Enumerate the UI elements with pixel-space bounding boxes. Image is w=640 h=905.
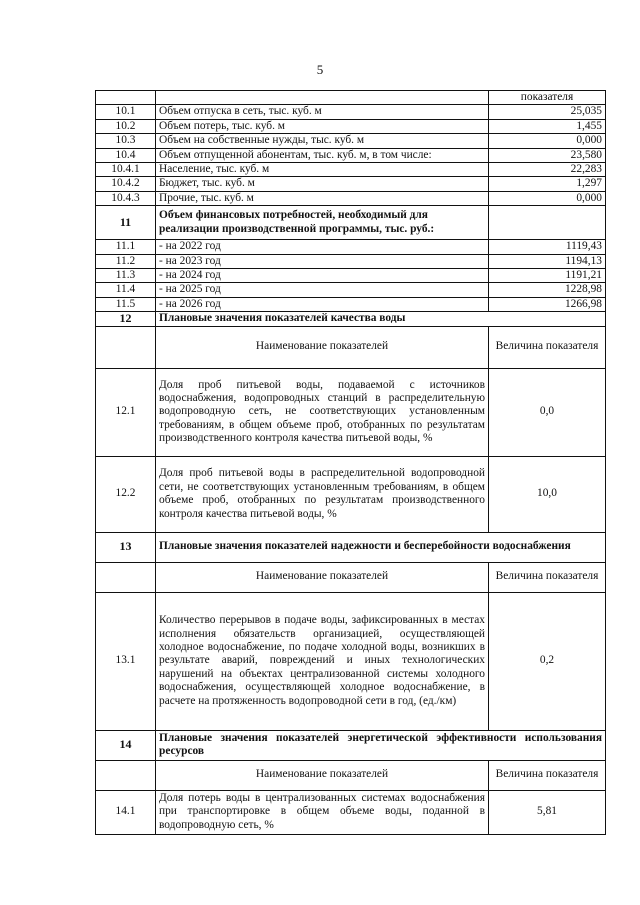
column-header-row: [96, 326, 606, 368]
row-value: 0,0: [489, 368, 606, 456]
header-value-cell: Величина показателя: [489, 760, 606, 790]
section-title: Плановые значения показателей надежности и бесперебойности водоснабжения: [156, 532, 606, 562]
row-value: 22,283: [489, 163, 606, 177]
row-number: 11.2: [96, 254, 156, 268]
row-value: 10,0: [489, 456, 606, 532]
row-number: 10.4.2: [96, 177, 156, 191]
row-value: 5,81: [489, 790, 606, 834]
section-title: Плановые значения показателей качества воды: [156, 312, 606, 326]
table-row: [96, 119, 606, 133]
row-label: - на 2023 год: [156, 254, 489, 268]
row-value: 1194,13: [489, 254, 606, 268]
row-label: - на 2026 год: [156, 297, 489, 311]
row-value: 0,2: [489, 592, 606, 730]
row-value: 0,000: [489, 134, 606, 148]
row-label: Бюджет, тыс. куб. м: [156, 177, 489, 191]
row-value: 25,035: [489, 105, 606, 119]
row-label: Население, тыс. куб. м: [156, 163, 489, 177]
row-value: 0,000: [489, 191, 606, 205]
continuation-header-row: [96, 91, 606, 105]
row-label: Доля проб питьевой воды, подаваемой с источников водоснабжения, водопроводных станций в распределительную водопроводную сеть, не соответствующих установленным требованиям, в общем объеме проб, отобранных по результатам производственного контроля качества питьевой воды, %: [156, 368, 489, 456]
section-row: [96, 312, 606, 326]
row-label: Доля проб питьевой воды в распределительной водопроводной сети, не соответствующих установленным требованиям, в общем объеме проб, отобранных по результатам производственного контроля качества питьевой воды, %: [156, 456, 489, 532]
row-value: 23,580: [489, 148, 606, 162]
row-number: 12.2: [96, 456, 156, 532]
row-number: 10.4.1: [96, 163, 156, 177]
section-row: [96, 532, 606, 562]
table-row: [96, 148, 606, 162]
table-row: [96, 240, 606, 254]
table-row: [96, 163, 606, 177]
row-label: Объем потерь, тыс. куб. м: [156, 119, 489, 133]
table-row: [96, 177, 606, 191]
table-row: [96, 368, 606, 456]
row-label: - на 2025 год: [156, 283, 489, 297]
row-value: 1,297: [489, 177, 606, 191]
column-header-row: [96, 562, 606, 592]
row-number: 10.2: [96, 119, 156, 133]
row-number: 10.3: [96, 134, 156, 148]
row-value: 1228,98: [489, 283, 606, 297]
section-row: [96, 206, 606, 240]
row-number: 11.4: [96, 283, 156, 297]
table-row: [96, 790, 606, 834]
header-name-cell: Наименование показателей: [156, 326, 489, 368]
table-row: [96, 254, 606, 268]
section-number: 13: [96, 532, 156, 562]
row-number: 10.1: [96, 105, 156, 119]
row-number: 11.1: [96, 240, 156, 254]
section-title: Плановые значения показателей энергетической эффективности использования ресурсов: [156, 730, 606, 760]
row-label: - на 2024 год: [156, 269, 489, 283]
header-value-cell: показателя: [489, 91, 606, 105]
table-row: [96, 297, 606, 311]
row-label: Доля потерь воды в централизованных системах водоснабжения при транспортировке в общем объеме воды, поданной в водопроводную сеть, %: [156, 790, 489, 834]
column-header-row: [96, 760, 606, 790]
row-number: 11.5: [96, 297, 156, 311]
header-value-cell: Величина показателя: [489, 562, 606, 592]
section-number: 11: [96, 206, 156, 240]
row-number: 13.1: [96, 592, 156, 730]
row-label: Объем отпуска в сеть, тыс. куб. м: [156, 105, 489, 119]
row-value: 1,455: [489, 119, 606, 133]
row-value: 1266,98: [489, 297, 606, 311]
section-title: Объем финансовых потребностей, необходимый для реализации производственной программы, тыс. руб.:: [156, 206, 489, 240]
row-number: 12.1: [96, 368, 156, 456]
table-row: [96, 456, 606, 532]
row-label: Количество перерывов в подаче воды, зафиксированных в местах исполнения обязательств организацией, осуществляющей холодное водоснабжение, по подаче холодной воды, возникших в результате аварий, повреждений и иных технологических нарушений на объектах централизованной системы холодного водоснабжения, осуществляющей холодное водоснабжение, в расчете на протяженность водопроводной сети в год, (ед./км): [156, 592, 489, 730]
row-number: 10.4.3: [96, 191, 156, 205]
row-number: 10.4: [96, 148, 156, 162]
row-number: 14.1: [96, 790, 156, 834]
row-label: Объем отпущенной абонентам, тыс. куб. м, в том числе:: [156, 148, 489, 162]
row-value: 1119,43: [489, 240, 606, 254]
table-row: [96, 134, 606, 148]
row-label: Объем на собственные нужды, тыс. куб. м: [156, 134, 489, 148]
table-row: [96, 269, 606, 283]
row-value: 1191,21: [489, 269, 606, 283]
section-number: 14: [96, 730, 156, 760]
header-name-cell: Наименование показателей: [156, 562, 489, 592]
section-number: 12: [96, 312, 156, 326]
table-row: [96, 592, 606, 730]
page-number: 5: [316, 62, 324, 77]
table-row: [96, 283, 606, 297]
section-row: [96, 730, 606, 760]
row-label: - на 2022 год: [156, 240, 489, 254]
indicators-table: [95, 90, 606, 835]
table-row: [96, 191, 606, 205]
row-label: Прочие, тыс. куб. м: [156, 191, 489, 205]
table-row: [96, 105, 606, 119]
header-value-cell: Величина показателя: [489, 326, 606, 368]
header-name-cell: Наименование показателей: [156, 760, 489, 790]
row-number: 11.3: [96, 269, 156, 283]
